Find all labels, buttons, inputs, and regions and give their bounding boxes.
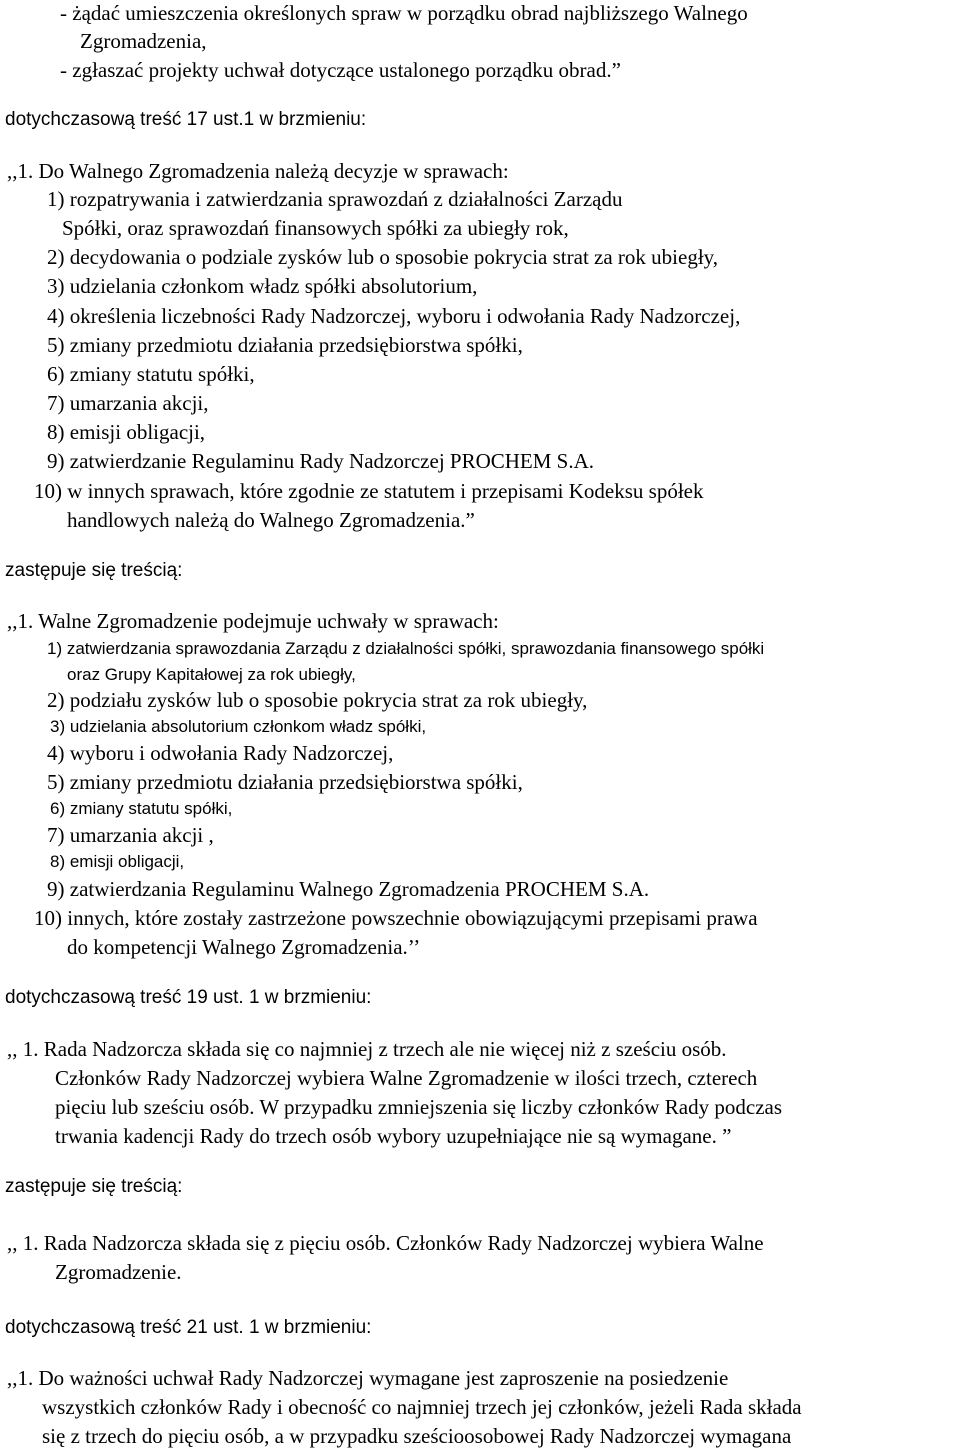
text-line: 3) udzielania absolutorium członkom władz spółki, [50,717,427,736]
text-line: Zgromadzenia, [80,29,207,53]
text-line: 7) umarzania akcji , [47,823,214,847]
text-line: 7) umarzania akcji, [47,391,209,415]
section-heading: dotychczasową treść 17 ust.1 w brzmieniu: [5,109,367,130]
text-line: do kompetencji Walnego Zgromadzenia.’’ [67,935,421,959]
section-heading: dotychczasową treść 19 ust. 1 w brzmieniu: [5,987,372,1008]
text-line: 4) określenia liczebności Rady Nadzorczej, wyboru i odwołania Rady Nadzorczej, [47,304,741,328]
text-line: wszystkich członków Rady i obecność co najmniej trzech jej członków, jeżeli Rada składa [42,1395,802,1419]
text-line: 8) emisji obligacji, [47,420,206,444]
text-line: 6) zmiany statutu spółki, [50,799,233,818]
section-heading: dotychczasową treść 21 ust. 1 w brzmieniu: [5,1317,372,1338]
text-line: handlowych należą do Walnego Zgromadzenia.” [67,508,475,532]
text-line: 9) zatwierdzania Regulaminu Walnego Zgromadzenia PROCHEM S.A. [47,877,650,901]
text-line: 8) emisji obligacji, [50,852,185,871]
text-line: ,, 1. Rada Nadzorcza składa się co najmniej z trzech ale nie więcej niż z sześciu osób. [7,1037,727,1061]
text-line: ,,1. Do Walnego Zgromadzenia należą decyzje w sprawach: [7,159,509,183]
text-line: Spółki, oraz sprawozdań finansowych spółki za ubiegły rok, [62,216,569,240]
text-line: Zgromadzenie. [55,1260,182,1284]
text-line: trwania kadencji Rady do trzech osób wybory uzupełniające nie są wymagane. ” [55,1124,732,1148]
text-line: - żądać umieszczenia określonych spraw w porządku obrad najbliższego Walnego [60,1,748,25]
section-heading: zastępuje się treścią: [5,560,183,581]
text-line: 10) innych, które zostały zastrzeżone powszechnie obowiązującymi przepisami prawa [34,906,758,930]
text-line: 1) rozpatrywania i zatwierdzania sprawozdań z działalności Zarządu [47,187,623,211]
text-line: pięciu lub sześciu osób. W przypadku zmniejszenia się liczby członków Rady podczas [55,1095,783,1119]
text-line: 3) udzielania członkom władz spółki absolutorium, [47,274,478,298]
text-line: się z trzech do pięciu osób, a w przypadku sześcioosobowej Rady Nadzorczej wymagana [42,1424,792,1448]
text-line: 5) zmiany przedmiotu działania przedsiębiorstwa spółki, [47,770,523,794]
text-line: ,,1. Do ważności uchwał Rady Nadzorczej wymagane jest zaproszenie na posiedzenie [7,1366,729,1390]
text-line: Członków Rady Nadzorczej wybiera Walne Zgromadzenie w ilości trzech, czterech [55,1066,758,1090]
text-line: 5) zmiany przedmiotu działania przedsiębiorstwa spółki, [47,333,523,357]
text-line: 6) zmiany statutu spółki, [47,362,255,386]
text-line: ,,1. Walne Zgromadzenie podejmuje uchwały w sprawach: [7,609,499,633]
text-line: 9) zatwierdzanie Regulaminu Rady Nadzorczej PROCHEM S.A. [47,449,595,473]
text-line: 1) zatwierdzania sprawozdania Zarządu z działalności spółki, sprawozdania finansowego spółki [47,639,765,658]
text-line: ,, 1. Rada Nadzorcza składa się z pięciu osób. Członków Rady Nadzorczej wybiera Walne [7,1231,764,1255]
text-line: 10) w innych sprawach, które zgodnie ze statutem i przepisami Kodeksu spółek [34,479,704,503]
text-line: 4) wyboru i odwołania Rady Nadzorczej, [47,741,394,765]
text-line: 2) podziału zysków lub o sposobie pokrycia strat za rok ubiegły, [47,688,588,712]
text-line: 2) decydowania o podziale zysków lub o sposobie pokrycia strat za rok ubiegły, [47,245,719,269]
text-line: - zgłaszać projekty uchwał dotyczące ustalonego porządku obrad.” [60,58,621,82]
section-heading: zastępuje się treścią: [5,1176,183,1197]
text-line: oraz Grupy Kapitałowej za rok ubiegły, [67,665,356,684]
